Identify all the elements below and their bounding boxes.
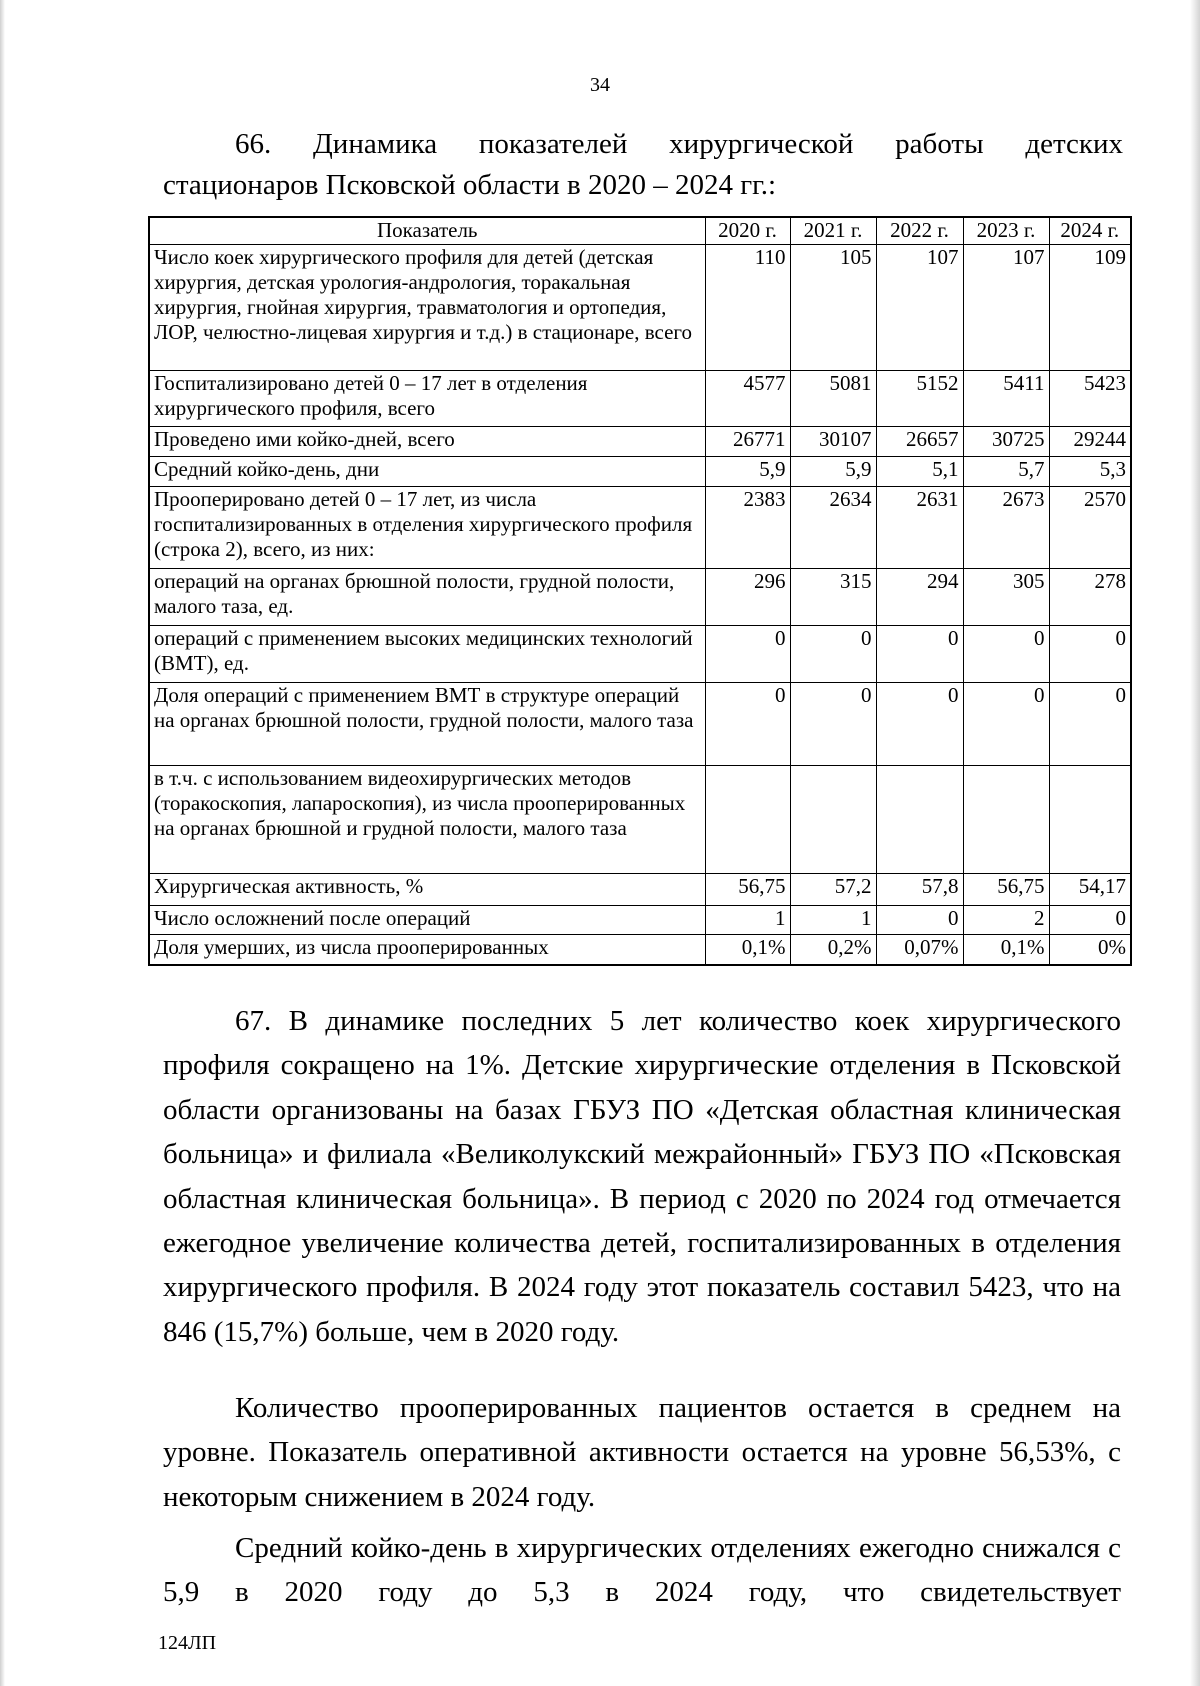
paragraph-text: 67. В динамике последних 5 лет количество коек хирургического профиля сокращено на 1%. Детские хирургические отделения в Псковской области организованы на базах ГБУЗ ПО «Детская областная клиническая больница» и филиала «Великолукский межрайонный» ГБУЗ ПО «Псковская областная клиническая больница». В период с 2020 по 2024 год отмечается ежегодное увеличение количества детей, госпитализированных в отделения хирургического профиля. В 2024 году этот показатель составил 5423, что на 846 (15,7%) больше, чем в 2020 году. [163, 1005, 1121, 1348]
table-cell: 0 [876, 626, 963, 683]
table-cell: 0 [1049, 683, 1131, 766]
table-cell: 0 [963, 683, 1049, 766]
table-cell: 305 [963, 569, 1049, 626]
table-cell: 26771 [705, 427, 790, 457]
table-cell: 5,7 [963, 457, 1049, 487]
table-row [149, 683, 1131, 766]
table-cell: 5,1 [876, 457, 963, 487]
row-label: Число осложнений после операций [149, 906, 705, 935]
table-cell: 5152 [876, 371, 963, 427]
table-cell: 278 [1049, 569, 1131, 626]
table-cell: 0 [1049, 906, 1131, 935]
row-label: Госпитализировано детей 0 – 17 лет в отделения хирургического профиля, всего [149, 371, 705, 427]
row-label: Хирургическая активность, % [149, 874, 705, 906]
table-cell: 2570 [1049, 487, 1131, 569]
surgery-stats-table [148, 216, 1132, 966]
table-row [149, 766, 1131, 874]
table-row [149, 935, 1131, 965]
table-cell [1049, 766, 1131, 874]
row-label: в т.ч. с использованием видеохирургических методов (торакоскопия, лапароскопия), из числа прооперированных на органах брюшной и грудной полости, малого таза [149, 766, 705, 874]
page-number: 34 [590, 74, 610, 96]
heading-line-2: стационаров Псковской области в 2020 – 2024 гг.: [163, 169, 777, 201]
heading-line-1: 66. Динамика показателей хирургической работы детских [235, 128, 1123, 160]
table-cell: 109 [1049, 245, 1131, 371]
table-row [149, 626, 1131, 683]
table-cell: 110 [705, 245, 790, 371]
table-cell: 2631 [876, 487, 963, 569]
column-header: 2023 г. [963, 217, 1049, 245]
table-cell: 1 [705, 906, 790, 935]
table-row [149, 427, 1131, 457]
table-cell: 1 [790, 906, 876, 935]
table-row [149, 569, 1131, 626]
table-row [149, 457, 1131, 487]
row-label: Число коек хирургического профиля для детей (детская хирургия, детская урология-андрология, торакальная хирургия, гнойная хирургия, травматология и ортопедия, ЛОР, челюстно-лицевая хирургия и т.д.) в стационаре, всего [149, 245, 705, 371]
row-label: Доля умерших, из числа прооперированных [149, 935, 705, 965]
table-cell: 0 [876, 906, 963, 935]
table-cell: 0 [963, 626, 1049, 683]
table-cell: 2 [963, 906, 1049, 935]
row-label: операций на органах брюшной полости, грудной полости, малого таза, ед. [149, 569, 705, 626]
table-cell [963, 766, 1049, 874]
row-label: операций с применением высоких медицинских технологий (ВМТ), ед. [149, 626, 705, 683]
table-cell: 57,8 [876, 874, 963, 906]
column-header: 2024 г. [1049, 217, 1131, 245]
table-cell: 2673 [963, 487, 1049, 569]
table-cell: 5423 [1049, 371, 1131, 427]
table-cell: 294 [876, 569, 963, 626]
section-heading [163, 124, 1123, 206]
table-cell: 4577 [705, 371, 790, 427]
table-cell [876, 766, 963, 874]
paragraph-67 [163, 999, 1121, 1354]
table-row [149, 874, 1131, 906]
table-cell: 26657 [876, 427, 963, 457]
table-cell: 5081 [790, 371, 876, 427]
table-cell: 0 [790, 683, 876, 766]
table-cell: 296 [705, 569, 790, 626]
table-cell: 0 [790, 626, 876, 683]
table-cell: 56,75 [705, 874, 790, 906]
table-cell: 0 [705, 626, 790, 683]
row-label: Доля операций с применением ВМТ в структуре операций на органах брюшной полости, грудной полости, малого таза [149, 683, 705, 766]
table-cell: 107 [876, 245, 963, 371]
table-cell [705, 766, 790, 874]
table-row [149, 487, 1131, 569]
table-cell: 56,75 [963, 874, 1049, 906]
table-cell: 29244 [1049, 427, 1131, 457]
column-header: Показатель [149, 217, 705, 245]
table-cell: 54,17 [1049, 874, 1131, 906]
table-row [149, 906, 1131, 935]
column-header: 2021 г. [790, 217, 876, 245]
row-label: Проведено ими койко-дней, всего [149, 427, 705, 457]
column-header: 2022 г. [876, 217, 963, 245]
table-cell: 0 [1049, 626, 1131, 683]
table-cell: 0,07% [876, 935, 963, 965]
table-cell: 5,3 [1049, 457, 1131, 487]
table-cell: 30725 [963, 427, 1049, 457]
table-cell: 0% [1049, 935, 1131, 965]
table-cell: 2634 [790, 487, 876, 569]
paragraph-operated-patients [163, 1386, 1121, 1519]
footer-document-code: 124ЛП [158, 1632, 217, 1654]
column-header: 2020 г. [705, 217, 790, 245]
table-cell: 57,2 [790, 874, 876, 906]
table-cell [790, 766, 876, 874]
table-cell: 30107 [790, 427, 876, 457]
table-cell: 5,9 [790, 457, 876, 487]
table-row [149, 245, 1131, 371]
paragraph-bed-day [163, 1526, 1121, 1615]
table-cell: 105 [790, 245, 876, 371]
table-cell: 5411 [963, 371, 1049, 427]
table-cell: 0,1% [963, 935, 1049, 965]
table-header-row [149, 217, 1131, 245]
table-cell: 2383 [705, 487, 790, 569]
table-cell: 107 [963, 245, 1049, 371]
table-cell: 0,2% [790, 935, 876, 965]
table-cell: 0 [876, 683, 963, 766]
table-row [149, 371, 1131, 427]
scan-edge-left [0, 0, 5, 1686]
table-cell: 315 [790, 569, 876, 626]
table-cell: 5,9 [705, 457, 790, 487]
scan-edge-right [1190, 0, 1200, 1686]
row-label: Прооперировано детей 0 – 17 лет, из числа госпитализированных в отделения хирургического профиля (строка 2), всего, из них: [149, 487, 705, 569]
table-cell: 0,1% [705, 935, 790, 965]
row-label: Средний койко-день, дни [149, 457, 705, 487]
paragraph-text: Количество прооперированных пациентов остается в среднем на уровне. Показатель оперативной активности остается на уровне 56,53%, с некоторым снижением в 2024 году. [163, 1392, 1121, 1513]
paragraph-text: Средний койко-день в хирургических отделениях ежегодно снижался с 5,9 в 2020 году до 5,3 в 2024 году, что свидетельствует [163, 1532, 1121, 1609]
table-cell: 0 [705, 683, 790, 766]
